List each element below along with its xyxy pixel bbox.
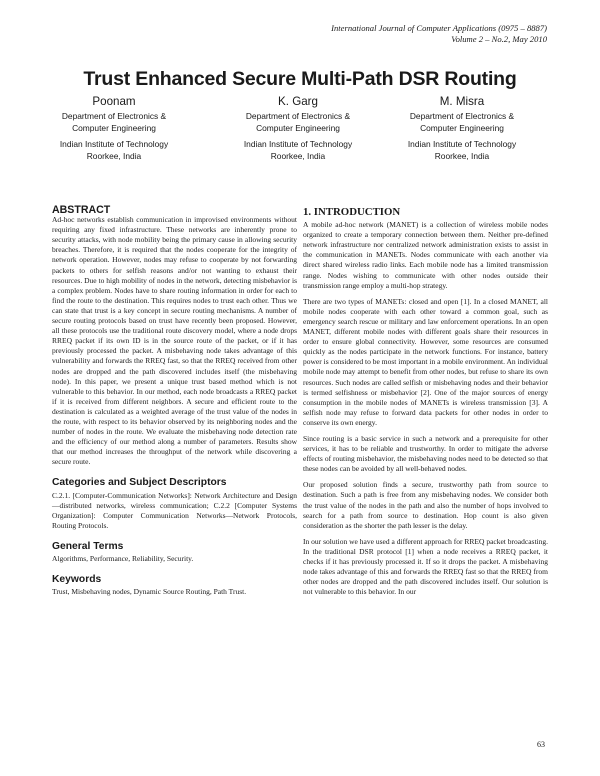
author-block (34, 96, 194, 162)
author-name: K. Garg (278, 95, 318, 108)
author-dept: Department of Electronics & (245, 111, 351, 122)
abstract-text: Ad-hoc networks establish communication in improvised environments without requiring any fixed infrastructure. These networks are inherently prone to security attacks, with node mobility being the primary cause in allowing security breaches. Therefore, it is required that the nodes cooperate for the integrity of network operation. However, nodes may refuse to cooperate by not forwarding packets to others for selfish reasons and/or not wanting to exhaust their resources. Due to high mobility of nodes in the network, detecting misbehavior is a complex problem. Nodes have to share routing information in order for each to find the route to the destination. This requires nodes to trust each other. Thus we can state that trust is a key concept in secure routing mechanisms. A number of secure routing protocols based on trust have recently been proposed. However, all these protocols use the traditional route discovery model, where a node drops RREQ packet if its own ID is in the source route of the packet, or if it has previously processed the packet. A misbehaving node takes advantage of this vulnerability and forwards the RREQ fast, so that the RREQ received from other nodes are dropped and the path discovered includes itself (the misbehaving node). In this paper, we present a unique trust based method which is not vulnerable to this behavior. In our method, each node broadcasts a RREQ packet if it is received from different neighbors. A secure and efficient route to the destination is calculated as a weighted average of the trust value of the nodes in the route, with respect to its behavior observed by its neighboring nodes and the number of nodes in the route. We evaluate the misbehaving node detection rate and the efficiency of our method along a number of parameters. Results show that our method increases the throughput of the network while discovering a secure route. (52, 215, 297, 467)
author-institution: Indian Institute of Technology (243, 139, 353, 150)
abstract-heading: ABSTRACT (52, 204, 111, 216)
keywords-heading: Keywords (52, 574, 102, 586)
intro-paragraph: In our solution we have used a different approach for RREQ packet broadcasting. In the traditional DSR protocol [1] when a node receives a RREQ packet, it checks if it has previously processed it. If so it drops the packet. A misbehaving node takes advantage of this and forwards the RREQ fast so that the RREQ from other nodes are dropped and the path discovered includes itself. Our solution is not vulnerable to this behavior. In our (303, 536, 548, 597)
author-location: Roorkee, India (434, 150, 490, 161)
author-block (382, 96, 542, 162)
author-institution: Indian Institute of Technology (407, 139, 517, 150)
journal-name: International Journal of Computer Applications (0975 – 8887) (331, 23, 547, 33)
keywords-text: Trust, Misbehaving nodes, Dynamic Source Routing, Path Trust. (52, 587, 247, 597)
categories-text: C.2.1. [Computer-Communication Networks]: Network Architecture and Design—distributed networks, wireless communication; C.2.2 [Computer Systems Organization]: Computer Communication Networks—Network Protocols, Routing Protocols. (52, 490, 297, 530)
author-dept: Computer Engineering (420, 122, 504, 133)
intro-paragraph: Our proposed solution finds a secure, trustworthy path from source to destination. Such a path is free from any misbehaving nodes. We consider both the trust value of the nodes in the path and also the number of hops involved to search for a path from source to destination. Hop count is also given consideration as the shorter the path lesser is the delay. (303, 480, 548, 530)
author-block (218, 96, 378, 162)
author-name: Poonam (92, 95, 136, 108)
general-terms-text: Algorithms, Performance, Reliability, Security. (52, 554, 194, 563)
author-dept: Department of Electronics & (61, 111, 167, 122)
author-dept: Computer Engineering (72, 122, 156, 133)
categories-heading: Categories and Subject Descriptors (52, 477, 227, 489)
author-institution: Indian Institute of Technology (59, 139, 169, 150)
intro-paragraph: Since routing is a basic service in such a network and a prerequisite for other services, it has to be reliable and trustworthy. In order to mitigate the adverse effects of routing misbehavior, the misbehaving nodes need to be detected so that these nodes can be avoided by all well-behaved nodes. (303, 433, 548, 474)
author-name: M. Misra (439, 95, 485, 108)
author-location: Roorkee, India (86, 150, 142, 161)
intro-paragraph: There are two types of MANETs: closed and open [1]. In a closed MANET, all mobile nodes cooperate with each other toward a common goal, such as emergency search rescue or military and law enforcement operations. In an open MANET, different mobile nodes with different goals share their resources in order to ensure global connectivity. However, some resources are consumed quickly as the nodes participate in the network functions. For instance, battery power is considered to be most important in a mobile environment. An individual mobile node may attempt to benefit from other nodes, but refuse to share its own resources. Such nodes are called selfish or misbehaving nodes and their behavior is termed selfishness or misbehavior [2]. One of the major sources of energy consumption in the mobile nodes of MANETs is wireless transmission [3]. A selfish node may refuse to forward data packets for other nodes in order to conserve its own energy. (303, 296, 548, 427)
left-column (52, 205, 297, 597)
journal-header (331, 23, 547, 45)
right-column (303, 207, 548, 603)
paper-title: Trust Enhanced Secure Multi-Path DSR Routing (83, 68, 517, 90)
author-dept: Computer Engineering (256, 122, 340, 133)
introduction-heading: 1. INTRODUCTION (303, 206, 401, 218)
page-number: 63 (537, 740, 545, 749)
general-terms-heading: General Terms (52, 540, 124, 552)
author-dept: Department of Electronics & (409, 111, 515, 122)
author-location: Roorkee, India (270, 150, 326, 161)
intro-paragraph: A mobile ad-hoc network (MANET) is a collection of wireless mobile nodes organized to create a temporary connection between them. Neither pre-defined network infrastructure nor centralized network administration exists to assist in the communication in MANETs. Nodes communicate with each another via direct shared wireless radio links. Each mobile node has a limited transmission range. Nodes wishing to communicate with other nodes outside their transmission range employ a multi-hop strategy. (303, 220, 548, 290)
journal-volume: Volume 2 – No.2, May 2010 (451, 34, 547, 44)
